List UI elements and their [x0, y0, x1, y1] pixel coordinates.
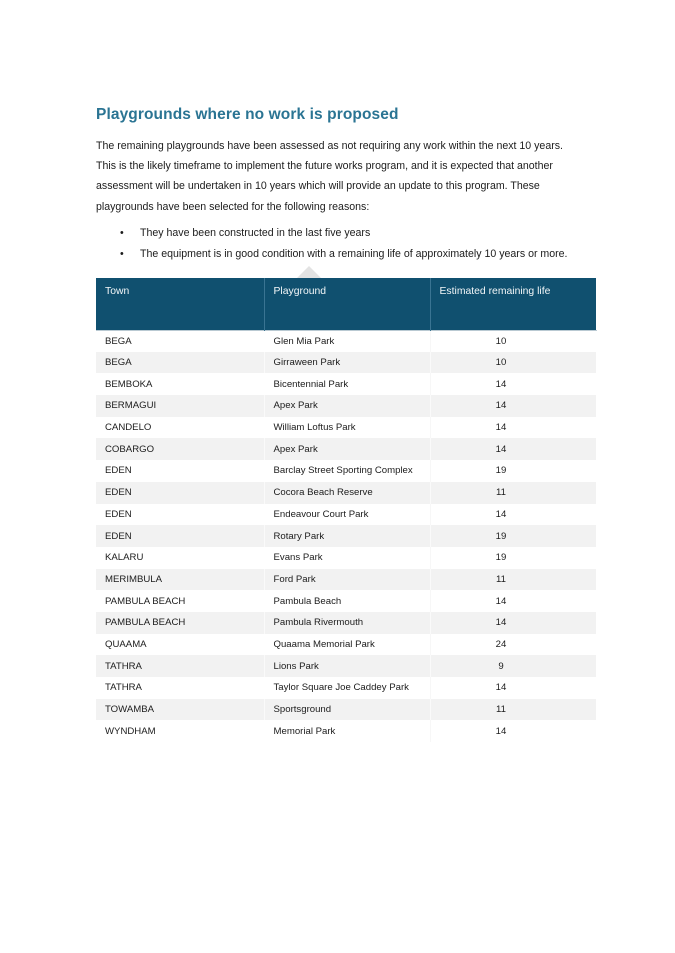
cell-town: CANDELO	[105, 422, 152, 434]
cell-town: BEMBOKA	[105, 378, 153, 390]
playgrounds-table-container	[96, 278, 596, 742]
cell-town: MERIMBULA	[96, 569, 264, 591]
reasons-list	[96, 223, 586, 264]
cell-estimated-remaining-life: 14	[495, 378, 507, 390]
table-row	[96, 590, 596, 612]
cell-playground: Lions Park	[264, 655, 430, 677]
cell-town: PAMBULA BEACH	[96, 612, 264, 634]
document-content	[96, 106, 596, 264]
cell-playground: Rotary Park	[264, 525, 430, 547]
table-row	[96, 330, 596, 352]
table-anchor-marker-icon	[297, 266, 321, 278]
cell-town: EDEN	[105, 508, 132, 520]
table-row	[96, 504, 596, 526]
cell-playground: Memorial Park	[264, 720, 430, 742]
cell-playground: Barclay Street Sporting Complex	[264, 460, 430, 482]
table-row	[96, 677, 596, 699]
cell-estimated-remaining-life: 10	[430, 330, 596, 352]
table-row	[96, 352, 596, 374]
cell-playground: Pambula Beach	[264, 590, 430, 612]
cell-estimated-remaining-life: 9	[498, 660, 504, 672]
cell-town: TOWAMBA	[96, 699, 264, 721]
cell-playground: William Loftus Park	[264, 417, 430, 439]
table-row	[96, 612, 596, 634]
cell-playground: Endeavour Court Park	[264, 504, 430, 526]
table-row	[96, 460, 596, 482]
cell-playground: Girraween Park	[264, 352, 430, 374]
cell-playground: Sportsground	[264, 699, 430, 721]
table-header	[96, 278, 596, 330]
cell-town: EDEN	[105, 465, 132, 477]
column-header-estimated-remaining-life: Estimated remaining life	[430, 278, 596, 330]
list-item-label: The equipment is in good condition with a remaining life of approximately 10 years or more.	[140, 247, 568, 260]
table-row	[96, 569, 596, 591]
cell-estimated-remaining-life: 14	[495, 422, 507, 434]
cell-playground: Quaama Memorial Park	[264, 634, 430, 656]
cell-playground: Cocora Beach Reserve	[264, 482, 430, 504]
cell-estimated-remaining-life: 24	[495, 638, 507, 650]
cell-town: WYNDHAM	[105, 725, 156, 737]
cell-playground: Bicentennial Park	[264, 373, 430, 395]
cell-town: PAMBULA BEACH	[105, 595, 186, 607]
cell-playground: Apex Park	[264, 438, 430, 460]
cell-estimated-remaining-life: 14	[495, 595, 507, 607]
cell-estimated-remaining-life: 14	[495, 725, 507, 737]
table-row	[96, 438, 596, 460]
table-row	[96, 417, 596, 439]
table-header-row	[96, 278, 596, 330]
cell-town: BEGA	[96, 330, 264, 352]
playgrounds-table	[96, 278, 597, 742]
column-header-town: Town	[96, 278, 264, 330]
table-row	[96, 373, 596, 395]
cell-town: BERMAGUI	[96, 395, 264, 417]
table-row	[96, 655, 596, 677]
cell-town: TATHRA	[105, 682, 142, 694]
list-item	[96, 244, 586, 264]
cell-playground: Apex Park	[264, 395, 430, 417]
page-title: Playgrounds where no work is proposed	[96, 106, 399, 123]
bullet-icon: •	[120, 227, 124, 240]
cell-town: EDEN	[96, 482, 264, 504]
table-row	[96, 525, 596, 547]
cell-playground: Evans Park	[264, 547, 430, 569]
cell-estimated-remaining-life: 19	[495, 552, 507, 564]
cell-estimated-remaining-life: 19	[495, 530, 507, 542]
cell-estimated-remaining-life: 14	[495, 682, 507, 694]
cell-playground: Pambula Rivermouth	[264, 612, 430, 634]
table-row	[96, 547, 596, 569]
list-item	[96, 223, 586, 243]
bullet-icon: •	[120, 247, 124, 260]
cell-estimated-remaining-life: 11	[496, 487, 506, 499]
cell-playground: Glen Mia Park	[264, 330, 430, 352]
cell-town: QUAAMA	[105, 638, 147, 650]
cell-town: TATHRA	[96, 655, 264, 677]
cell-town: COBARGO	[96, 438, 264, 460]
cell-estimated-remaining-life: 14	[495, 443, 507, 455]
cell-town: KALARU	[105, 552, 144, 564]
table-row	[96, 720, 596, 742]
cell-estimated-remaining-life: 10	[495, 357, 507, 369]
cell-playground: Ford Park	[264, 569, 430, 591]
cell-estimated-remaining-life: 14	[495, 508, 507, 520]
table-row	[96, 699, 596, 721]
cell-playground: Taylor Square Joe Caddey Park	[264, 677, 430, 699]
table-row	[96, 395, 596, 417]
cell-town: EDEN	[96, 525, 264, 547]
table-row	[96, 482, 596, 504]
column-header-playground: Playground	[264, 278, 430, 330]
cell-estimated-remaining-life: 11	[496, 704, 506, 716]
cell-estimated-remaining-life: 11	[496, 573, 506, 585]
cell-estimated-remaining-life: 14	[495, 400, 507, 412]
table-row	[96, 634, 596, 656]
list-item-label: They have been constructed in the last five years	[140, 227, 371, 240]
table-body	[96, 330, 596, 742]
cell-town: BEGA	[96, 352, 264, 374]
cell-estimated-remaining-life: 14	[495, 617, 507, 629]
cell-estimated-remaining-life: 19	[495, 465, 507, 477]
intro-paragraph: The remaining playgrounds have been assessed as not requiring any work within the next 10 years. This is the likely timeframe to implement the future works program, and it is expected that another assessment will be undertaken in 10 years which will provide an update to this program. These playgrounds have been selected for the following reasons:	[96, 139, 563, 213]
